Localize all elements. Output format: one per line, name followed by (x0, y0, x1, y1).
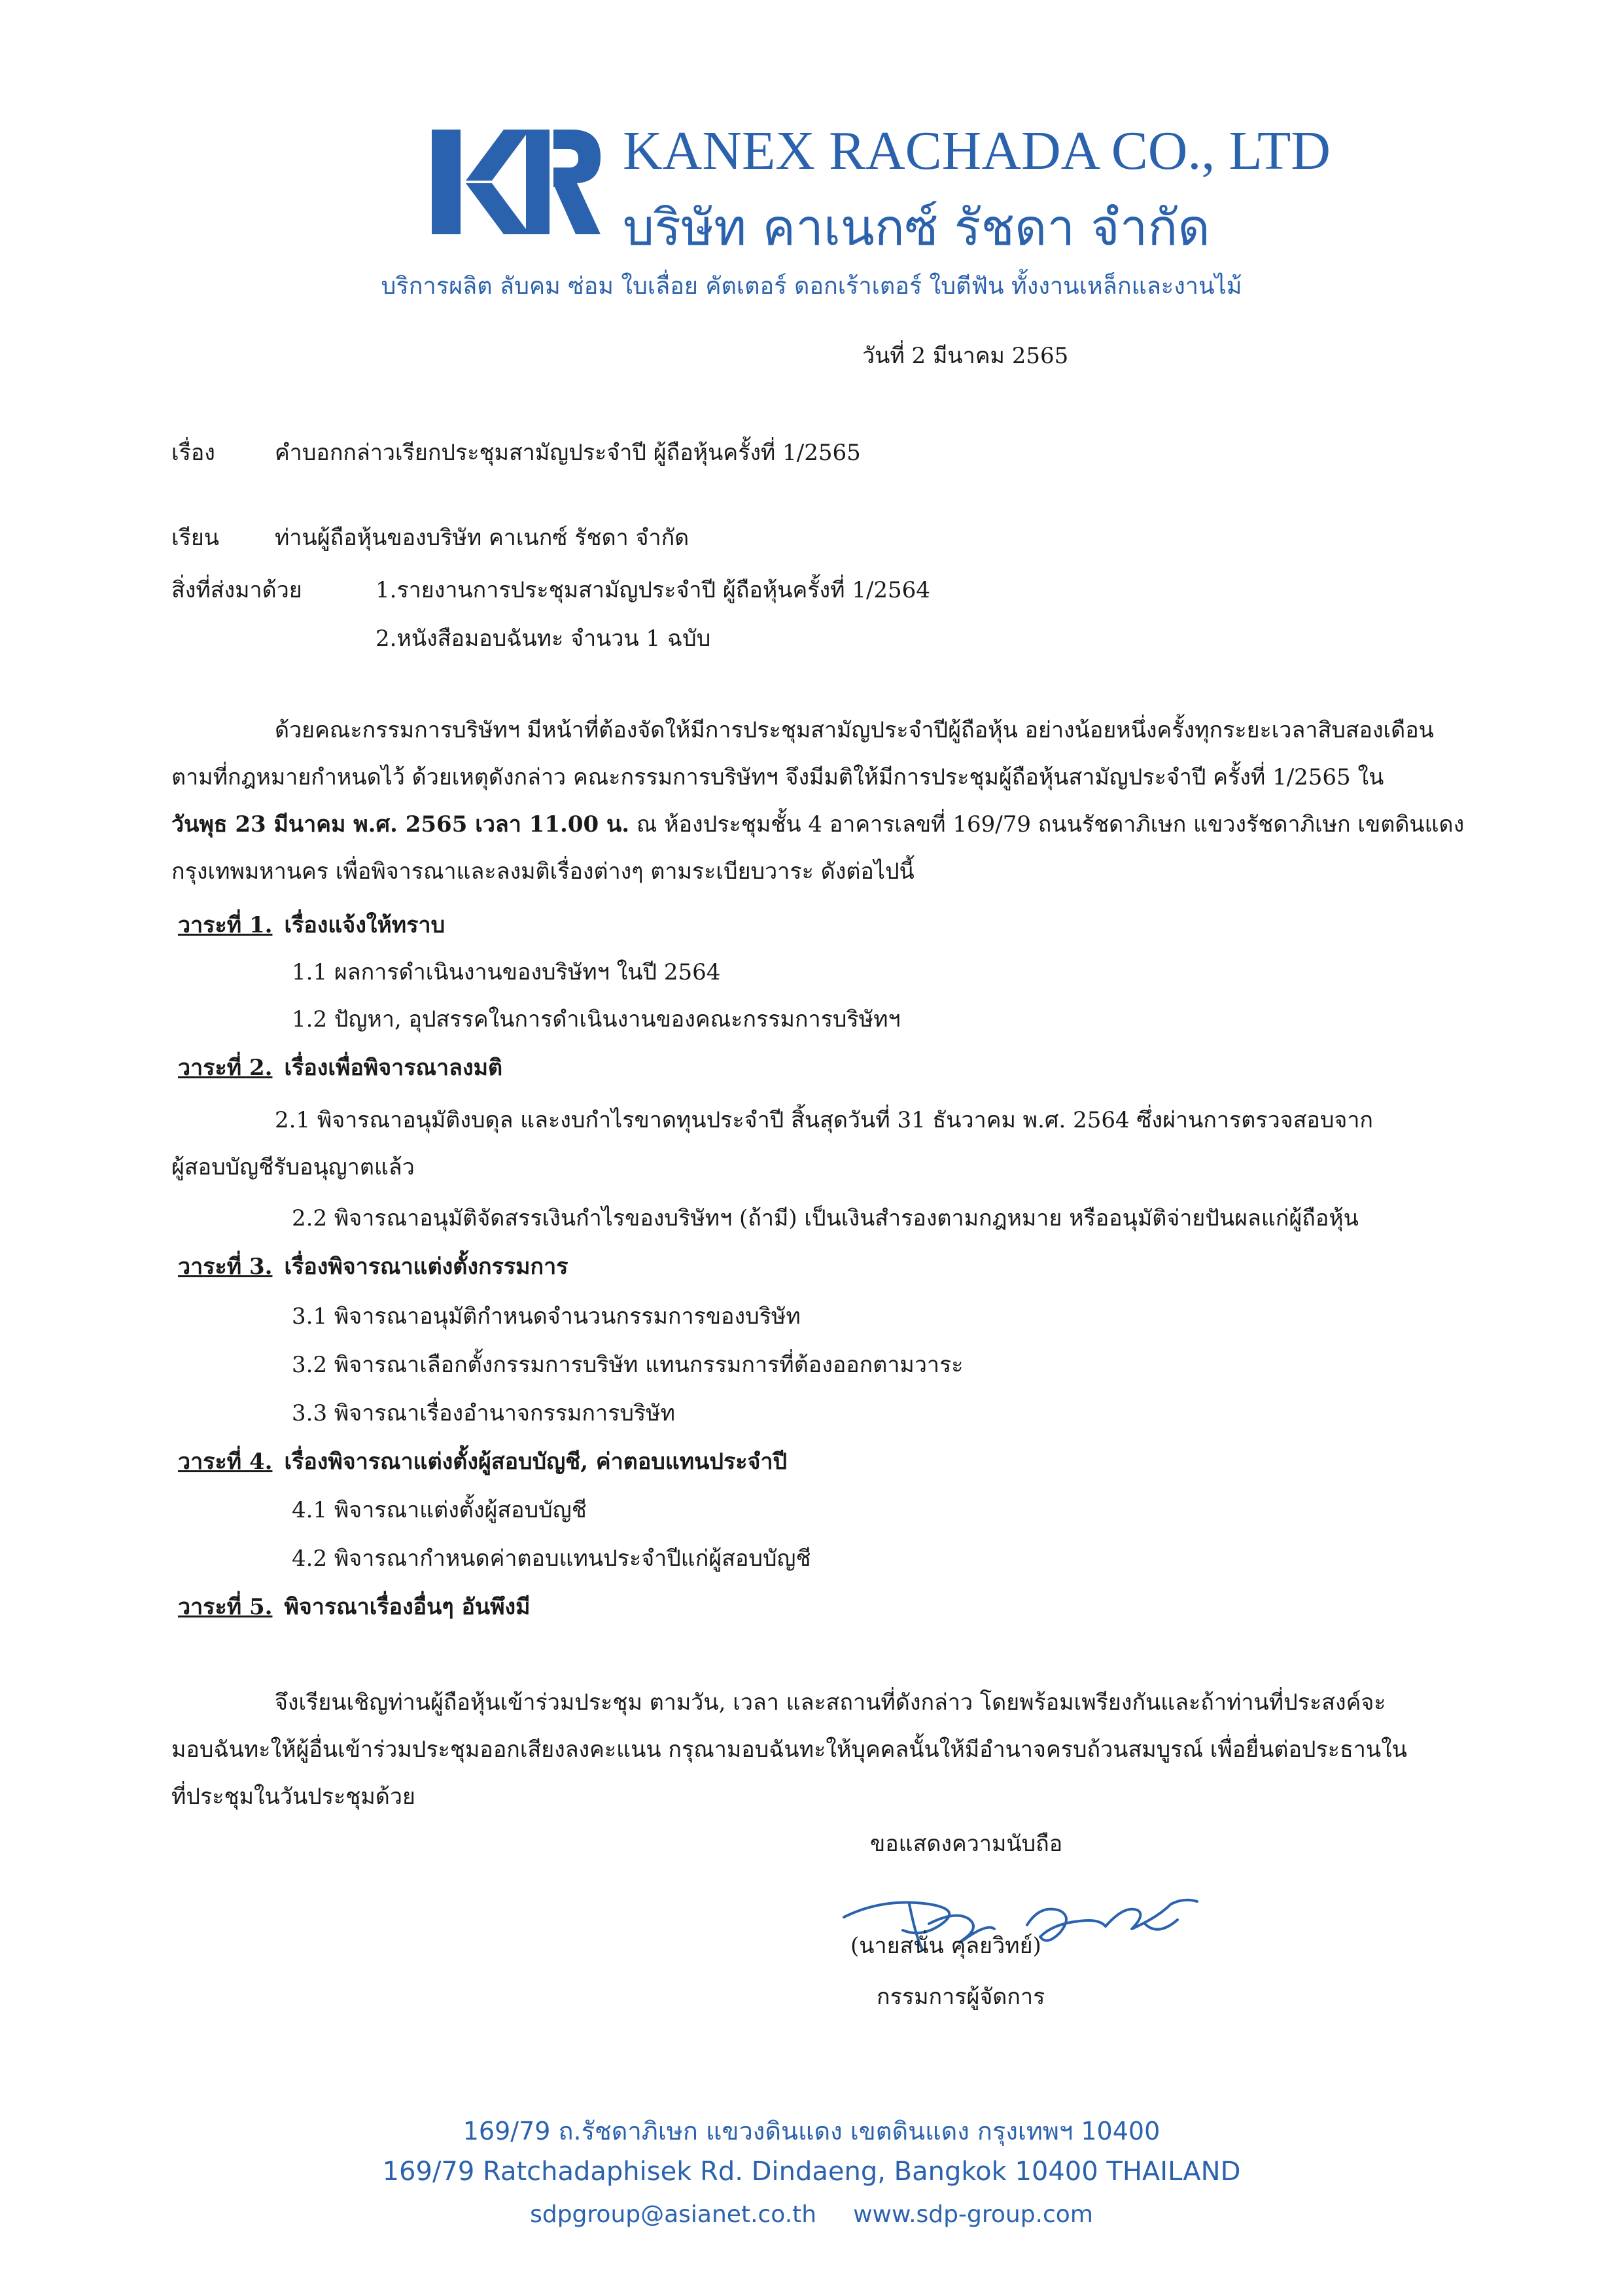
letter-date: วันที่ 2 มีนาคม 2565 (862, 343, 1069, 369)
closing-line-2: มอบฉันทะให้ผู้อื่นเข้าร่วมประชุมออกเสียงลงคะแนน กรุณามอบฉันทะให้บุคคลนั้นให้มีอำนาจครบถ้วนสมบูรณ์ เพื่อยื่นต่อประธานใน (171, 1737, 1407, 1763)
agenda-title: เรื่องพิจารณาแต่งตั้งผู้สอบบัญชี, ค่าตอบแทนประจำปี (284, 1449, 788, 1475)
agenda-title: เรื่องเพื่อพิจารณาลงมติ (284, 1055, 503, 1081)
closing-line-1: จึงเรียนเชิญท่านผู้ถือหุ้นเข้าร่วมประชุม ตามวัน, เวลา และสถานที่ดังกล่าว โดยพร้อมเพรียงกันและถ้าท่านที่ประสงค์จะ (275, 1689, 1386, 1716)
agenda-item: 3.1 พิจารณาอนุมัติกำหนดจำนวนกรรมการของบริษัท (292, 1303, 801, 1330)
agenda-label: วาระที่ 3. (178, 1254, 273, 1280)
services-tagline: บริการผลิต ลับคม ซ่อม ใบเลื่อย คัตเตอร์ ดอกเร้าเตอร์ ใบตีฟัน ทั้งงานเหล็กและงานไม้ (381, 273, 1242, 300)
agenda-title: พิจารณาเรื่องอื่นๆ อันพึงมี (284, 1594, 531, 1620)
closing-line-3: ที่ประชุมในวันประชุมด้วย (171, 1784, 415, 1810)
regards-text: ขอแสดงความนับถือ (870, 1831, 1063, 1857)
enclosure-item: 1.รายงานการประชุมสามัญประจำปี ผู้ถือหุ้นครั้งที่ 1/2564 (375, 577, 930, 603)
agenda-item: 1.2 ปัญหา, อุปสรรคในการดำเนินงานของคณะกรรมการบริษัทฯ (292, 1006, 901, 1033)
enclosure-item: 2.หนังสือมอบฉันทะ จำนวน 1 ฉบับ (375, 626, 711, 652)
footer-website-link[interactable]: www.sdp-group.com (853, 2201, 1093, 2228)
intro-line-2: ตามที่กฎหมายกำหนดไว้ ด้วยเหตุดังกล่าว คณะกรรมการบริษัทฯ จึงมีมติให้มีการประชุมผู้ถือหุ้นสามัญประจำปี ครั้งที่ 1/2565 ใน (171, 764, 1384, 790)
agenda-5-header (178, 1593, 531, 1621)
footer-address-thai: 169/79 ถ.รัชดาภิเษก แขวงดินแดง เขตดินแดง กรุงเทพฯ 10400 (462, 2117, 1161, 2146)
agenda-1-header (178, 911, 445, 940)
subject-text: คำบอกกล่าวเรียกประชุมสามัญประจำปี ผู้ถือหุ้นครั้งที่ 1/2565 (275, 440, 861, 466)
company-name-english: KANEX RACHADA CO., LTD (623, 120, 1331, 181)
agenda-item: 4.1 พิจารณาแต่งตั้งผู้สอบบัญชี (292, 1497, 587, 1523)
recipient-label: เรียน (171, 525, 220, 551)
agenda-item: 3.3 พิจารณาเรื่องอำนาจกรรมการบริษัท (292, 1400, 676, 1426)
agenda-item: 1.1 ผลการดำเนินงานของบริษัทฯ ในปี 2564 (292, 959, 721, 985)
intro-line-4: กรุงเทพมหานคร เพื่อพิจารณาและลงมติเรื่องต่างๆ ตามระเบียบวาระ ดังต่อไปนี้ (171, 858, 915, 885)
agenda-label: วาระที่ 5. (178, 1594, 273, 1620)
enclosures-label: สิ่งที่ส่งมาด้วย (171, 577, 302, 603)
agenda-label: วาระที่ 4. (178, 1449, 273, 1475)
agenda-3-header (178, 1252, 568, 1281)
intro-line-1: ด้วยคณะกรรมการบริษัทฯ มีหน้าที่ต้องจัดให้มีการประชุมสามัญประจำปีผู้ถือหุ้น อย่างน้อยหนึ่งครั้งทุกระยะเวลาสิบสองเดือน (275, 717, 1434, 743)
signatory-name: (นายสนั่น คุลยวิทย์) (850, 1933, 1041, 1959)
agenda-4-header (178, 1447, 787, 1476)
agenda-item: 4.2 พิจารณากำหนดค่าตอบแทนประจำปีแก่ผู้สอบบัญชี (292, 1545, 811, 1572)
agenda-label: วาระที่ 1. (178, 912, 273, 938)
agenda-item: 2.1 พิจารณาอนุมัติงบดุล และงบกำไรขาดทุนประจำปี สิ้นสุดวันที่ 31 ธันวาคม พ.ศ. 2564 ซึ่งผ่านการตรวจสอบจาก (275, 1107, 1373, 1133)
company-logo (432, 130, 601, 234)
meeting-datetime: วันพุธ 23 มีนาคม พ.ศ. 2565 เวลา 11.00 น. (171, 811, 630, 838)
agenda-label: วาระที่ 2. (178, 1055, 273, 1081)
footer-address-english: 169/79 Ratchadaphisek Rd. Dindaeng, Bangkok 10400 THAILAND (382, 2157, 1241, 2187)
agenda-2-header (178, 1053, 502, 1082)
agenda-item: 2.2 พิจารณาอนุมัติจัดสรรเงินกำไรของบริษัทฯ (ถ้ามี) เป็นเงินสำรองตามกฎหมาย หรืออนุมัติจ่ายปันผลแก่ผู้ถือหุ้น (292, 1205, 1359, 1231)
signatory-position: กรรมการผู้จัดการ (877, 1984, 1045, 2010)
footer-contact (0, 2201, 1623, 2228)
footer-email-link[interactable]: sdpgroup@asianet.co.th (530, 2201, 817, 2228)
intro-line-3 (171, 810, 1464, 839)
agenda-item: 3.2 พิจารณาเลือกตั้งกรรมการบริษัท แทนกรรมการที่ต้องออกตามวาระ (292, 1352, 964, 1378)
agenda-title: เรื่องแจ้งให้ทราบ (284, 912, 445, 938)
meeting-location: ณ ห้องประชุมชั้น 4 อาคารเลขที่ 169/79 ถนนรัชดาภิเษก แขวงรัชดาภิเษก เขตดินแดง (629, 811, 1465, 838)
recipient-text: ท่านผู้ถือหุ้นของบริษัท คาเนกซ์ รัชดา จำกัด (275, 525, 689, 551)
agenda-title: เรื่องพิจารณาแต่งตั้งกรรมการ (284, 1254, 568, 1280)
agenda-item-continuation: ผู้สอบบัญชีรับอนุญาตแล้ว (171, 1154, 415, 1180)
subject-label: เรื่อง (171, 440, 215, 466)
company-name-thai: บริษัท คาเนกซ์ รัชดา จำกัด (623, 198, 1210, 256)
